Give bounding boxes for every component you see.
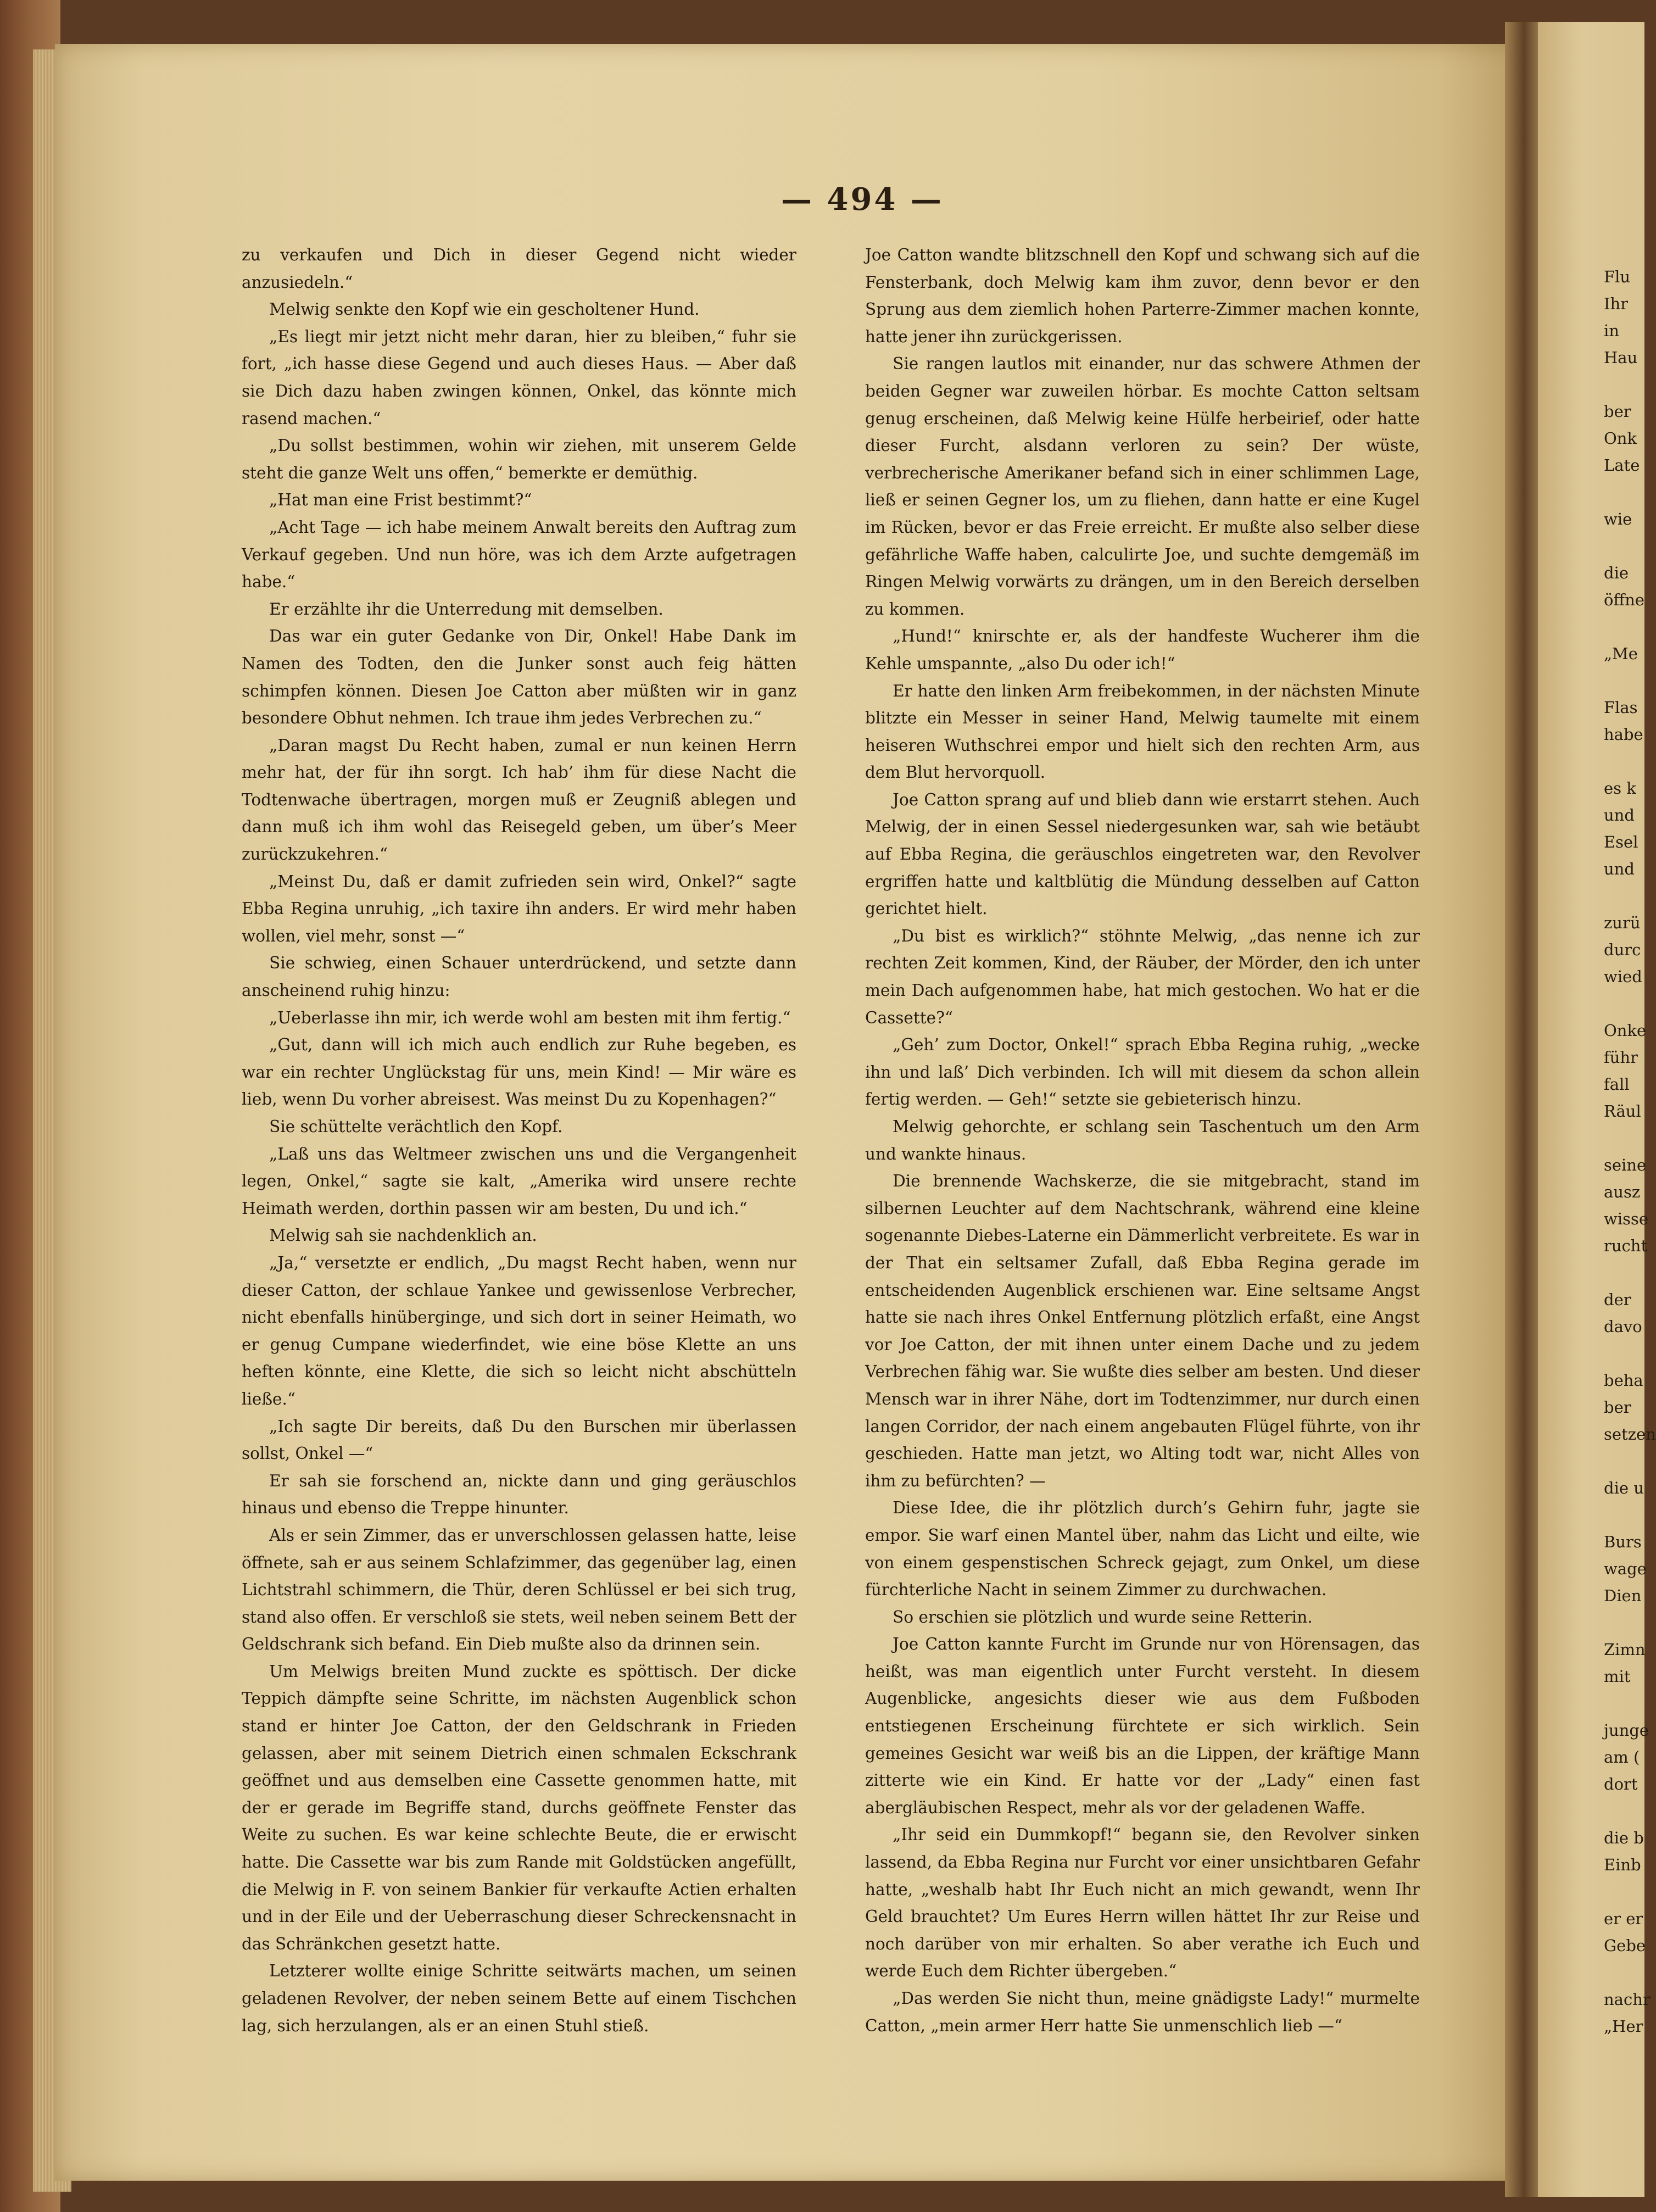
fragment-line	[1604, 1448, 1644, 1475]
paragraph: „Das werden Sie nicht thun, meine gnädigste Lady!“ murmelte Catton, „mein armer Herr hatte Sie unmenschlich lieb —“	[865, 1989, 1420, 2035]
fragment-line: der	[1604, 1290, 1631, 1309]
fragment-line: Onk	[1604, 429, 1637, 448]
paragraph: Joe Catton sprang auf und blieb dann wie erstarrt stehen. Auch Melwig, der in einen Sessel niedergesunken war, sah wie betäubt auf Ebba Regina, die geräuschlos eingetreten war, den Revolver ergriffen hatte und kaltblütig die Mündung desselben auf Catton gerichtet hielt.	[865, 790, 1420, 918]
fragment-line: junge	[1604, 1721, 1649, 1740]
fragment-line: Gebe	[1604, 1936, 1646, 1955]
paragraph: Die brennende Wachskerze, die sie mitgebracht, stand im silbernen Leuchter auf dem Nachtschrank, während eine kleine sogenannte Diebes-Laterne ein Dämmerlicht verbreitete. Es war in der That ein seltsamer Zufall, daß Ebba Regina gerade im entscheidenden Augenblick erschienen war. Eine seltsame Angst hatte sie nach ihres Onkel Entfernung plötzlich erfaßt, eine Angst vor Joe Catton, der mit ihnen unter einem Dache und zu jedem Verbrechen fähig war. Sie wußte dies selber am besten. Und dieser Mensch war in ihrer Nähe, dort im Todtenzimmer, nur durch einen langen Corridor, der nach einem angebauten Flügel führte, von ihr geschieden. Hatte man jetzt, wo Alting todt war, nicht Alles von ihm zu befürchten? —	[865, 1172, 1420, 1490]
paragraph: „Gut, dann will ich mich auch endlich zur Ruhe begeben, es war ein rechter Unglückstag für uns, mein Kind! — Mir wäre es lieb, wenn Du vorher abreisest. Was meinst Du zu Kopenhagen?“	[242, 1035, 796, 1109]
text-column-left	[242, 242, 796, 2153]
fragment-line: „Me	[1604, 644, 1638, 663]
fragment-line	[1604, 1609, 1644, 1636]
fragment-line: dort	[1604, 1775, 1638, 1793]
paragraph: zu verkaufen und Dich in dieser Gegend nicht wieder anzusiedeln.“	[242, 246, 796, 292]
fragment-line: ber	[1604, 402, 1631, 421]
fragment-line: rucht	[1604, 1236, 1648, 1255]
fragment-line	[1604, 533, 1644, 560]
paragraph: Joe Catton wandte blitzschnell den Kopf und schwang sich auf die Fensterbank, doch Melwig kam ihm zuvor, denn bevor er den Sprung aus dem ziemlich hohen Parterre-Zimmer machen konnte, hatte jener ihn zurückgerissen.	[865, 246, 1420, 346]
fragment-line: setzen	[1604, 1425, 1656, 1444]
fragment-line: Ihr	[1604, 294, 1628, 313]
paragraph: „Du bist es wirklich?“ stöhnte Melwig, „das nenne ich zur rechten Zeit kommen, Kind, der Räuber, der Mörder, den ich unter mein Dach aufgenommen habe, hat mich gestochen. Wo hat er die Cassette?“	[865, 926, 1420, 1027]
fragment-line: nachr	[1604, 1990, 1651, 2009]
fragment-line	[1604, 1502, 1644, 1529]
fragment-line	[1604, 883, 1644, 910]
fragment-line: Einb	[1604, 1856, 1641, 1874]
paragraph: Als er sein Zimmer, das er unverschlossen gelassen hatte, leise öffnete, sah er aus seinem Schlafzimmer, das gegenüber lag, einen Lichtstrahl schimmern, die Thür, deren Schlüssel er bei sich trug, stand also offen. Er verschloß sie stets, weil neben seinem Bett der Geldschrank sich befand. Ein Dieb mußte also da drinnen sein.	[242, 1525, 796, 1654]
paragraph: Sie schüttelte verächtlich den Kopf.	[269, 1117, 563, 1136]
paragraph: Sie schwieg, einen Schauer unterdrückend, und setzte dann anscheinend ruhig hinzu:	[242, 954, 796, 1000]
page-number: — 494 —	[781, 181, 944, 218]
fragment-line: seine	[1604, 1156, 1647, 1174]
paragraph: Sie rangen lautlos mit einander, nur das schwere Athmen der beiden Gegner war zuweilen hörbar. Es mochte Catton seltsam genug erscheinen, daß Melwig keine Hülfe herbeirief, oder hatte dieser Furcht, alsdann verloren zu sein? Der wüste, verbrecherische Amerikaner befand sich in einer schlimmen Lage, ließ er seinen Gegner los, um zu fliehen, dann hatte er eine Kugel im Rücken, bevor er das Freie erreicht. Er mußte also selber diese gefährliche Waffe haben, calculirte Joe, und suchte demgemäß im Ringen Melwig vorwärts zu drängen, um in den Bereich derselben zu kommen.	[865, 354, 1420, 619]
fragment-line: am (	[1604, 1748, 1640, 1767]
fragment-line: ausz	[1604, 1183, 1641, 1201]
paragraph: Um Melwigs breiten Mund zuckte es spöttisch. Der dicke Teppich dämpfte seine Schritte, im nächsten Augenblick schon stand er hinter Joe Catton, der den Geldschrank in Frieden gelassen, aber mit seinem Dietrich einen schmalen Eckschrank geöffnet und aus demselben eine Cassette genommen hatte, mit der er gerade im Begriffe stand, durchs geöffnete Fenster das Weite zu suchen. Es war keine schlechte Beute, die er erwischt hatte. Die Cassette war bis zum Rande mit Goldstücken angefüllt, die Melwig in F. von seinem Bankier für verkaufte Actien erhalten und in der Eile und der Ueberraschung dieser Schreckensnacht in das Schränkchen gesetzt hatte.	[242, 1662, 796, 1953]
fragment-line	[1604, 1340, 1644, 1367]
fragment-line	[1604, 748, 1644, 775]
paragraph: „Es liegt mir jetzt nicht mehr daran, hier zu bleiben,“ fuhr sie fort, „ich hasse diese Gegend und auch dieses Haus. — Aber daß sie Dich dazu haben zwingen können, Onkel, das könnte mich rasend machen.“	[242, 327, 796, 428]
paragraph: So erschien sie plötzlich und wurde seine Retterin.	[893, 1607, 1313, 1626]
paragraph: Melwig sah sie nachdenklich an.	[269, 1226, 537, 1245]
paragraph: „Ihr seid ein Dummkopf!“ begann sie, den Revolver sinken lassend, da Ebba Regina nur Furcht vor einer unsichtbaren Gefahr hatte, „weshalb habt Ihr Euch nicht an mich gewandt, wenn Ihr Geld brauchtet? Um Eures Herrn willen hättet Ihr zur Reise und noch darüber von mir erhalten. So aber verathe ich Euch und werde Euch dem Richter übergeben.“	[865, 1825, 1420, 1981]
fragment-line: Zimn	[1604, 1640, 1646, 1659]
fragment-line	[1604, 1879, 1644, 1905]
paragraph: „Ja,“ versetzte er endlich, „Du magst Recht haben, wenn nur dieser Catton, der schlaue Yankee und gewissenlose Verbrecher, nicht ebenfalls hinüberginge, und sich dort in seiner Heimath, wo er genug Cumpane wiederfindet, wie eine böse Klette an uns heften könnte, eine Klette, die sich so leicht nicht abschütteln ließe.“	[242, 1253, 796, 1408]
paragraph: „Hund!“ knirschte er, als der handfeste Wucherer ihm die Kehle umspannte, „also Du oder ich!“	[865, 627, 1420, 673]
fragment-line: habe	[1604, 725, 1643, 744]
paragraph: Melwig gehorchte, er schlang sein Taschentuch um den Arm und wankte hinaus.	[865, 1117, 1420, 1163]
fragment-line: die b	[1604, 1829, 1644, 1847]
fragment-line: die u	[1604, 1479, 1644, 1497]
fragment-line: Late	[1604, 456, 1640, 475]
fragment-line: es k	[1604, 779, 1636, 798]
fragment-line: öffne	[1604, 590, 1644, 609]
paragraph: Letzterer wollte einige Schritte seitwärts machen, um seinen geladenen Revolver, der neben seinem Bette auf einem Tischchen lag, sich herzulangen, als er an einen Stuhl stieß.	[242, 1962, 796, 2035]
fragment-line	[1604, 1690, 1644, 1717]
paragraph: Er erzählte ihr die Unterredung mit demselben.	[269, 599, 663, 619]
paragraph: Melwig senkte den Kopf wie ein gescholtener Hund.	[269, 300, 700, 319]
paragraph: „Acht Tage — ich habe meinem Anwalt bereits den Auftrag zum Verkauf gegeben. Und nun höre, was ich dem Arzte aufgetragen habe.“	[242, 517, 796, 592]
fragment-line: beha	[1604, 1371, 1643, 1390]
fragment-line: in	[1604, 321, 1619, 340]
fragment-line	[1604, 1959, 1644, 1986]
paragraph: „Daran magst Du Recht haben, zumal er nun keinen Herrn mehr hat, der für ihn sorgt. Ich hab’ ihm für diese Nacht die Todtenwache übertragen, morgen muß er Zeugniß ablegen und dann muß ich ihm wohl das Reisegeld geben, um über’s Meer zurückzukehren.“	[242, 736, 796, 864]
fragment-line: durc	[1604, 940, 1641, 959]
fragment-line: er er	[1604, 1909, 1643, 1928]
fragment-line	[1604, 1260, 1644, 1286]
fragment-line: Flu	[1604, 268, 1631, 286]
paragraph: „Geh’ zum Doctor, Onkel!“ sprach Ebba Regina ruhig, „wecke ihn und laß’ Dich verbinden. Ich will mit diesem da schon allein fertig werden. — Geh!“ setzte sie gebieterisch hinzu.	[865, 1035, 1420, 1109]
fragment-line	[1604, 371, 1644, 398]
paragraph: Er hatte den linken Arm freibekommen, in der nächsten Minute blitzte ein Messer in seiner Hand, Melwig taumelte mit einem heiseren Wuthschrei empor und hielt sich den rechten Arm, aus dem Blut hervorquoll.	[865, 681, 1420, 782]
fragment-line: Hau	[1604, 348, 1638, 367]
paragraph: Das war ein guter Gedanke von Dir, Onkel! Habe Dank im Namen des Todten, den die Junker sonst auch feig hätten schimpfen können. Diesen Joe Catton aber müßten wir in ganz besondere Obhut nehmen. Ich traue ihm jedes Verbrechen zu.“	[242, 627, 796, 728]
fragment-line: Burs	[1604, 1533, 1642, 1551]
fragment-line: Esel	[1604, 833, 1638, 851]
paragraph: Joe Catton kannte Furcht im Grunde nur von Hörensagen, das heißt, was man eigentlich unter Furcht versteht. In diesem Augenblicke, angesichts dieser wie aus dem Fußboden entstiegenen Erscheinung fürchtete er sich wirklich. Sein gemeines Gesicht war weiß bis an die Lippen, der kräftige Mann zitterte wie ein Kind. Er hatte vor der „Lady“ einen fast abergläubischen Respect, mehr als vor der geladenen Waffe.	[865, 1635, 1420, 1817]
fragment-line: mit	[1604, 1667, 1631, 1686]
paragraph: „Du sollst bestimmen, wohin wir ziehen, mit unserem Gelde steht die ganze Welt uns offen,“ bemerkte er demüthig.	[242, 436, 796, 482]
fragment-line	[1604, 990, 1644, 1017]
paragraph: Diese Idee, die ihr plötzlich durch’s Gehirn fuhr, jagte sie empor. Sie warf einen Mantel über, nahm das Licht und eilte, wie von einem gespenstischen Schreck gejagt, zum Onkel, um diese fürchterliche Nacht in seinem Zimmer zu durchwachen.	[865, 1498, 1420, 1600]
fragment-line	[1604, 667, 1644, 694]
paragraph: „Laß uns das Weltmeer zwischen uns und die Vergangenheit legen, Onkel,“ sagte sie kalt, „Amerika wird unsere rechte Heimath werden, dorthin passen wir am besten, Du und ich.“	[242, 1144, 796, 1218]
fragment-line: Onke	[1604, 1021, 1647, 1040]
fragment-line: wisse	[1604, 1210, 1649, 1228]
fragment-line: davo	[1604, 1317, 1642, 1336]
fragment-line	[1604, 614, 1644, 640]
fragment-line: wied	[1604, 967, 1642, 986]
paragraph: „Hat man eine Frist bestimmt?“	[269, 491, 532, 510]
fragment-line: zurü	[1604, 913, 1641, 932]
paragraph: Er sah sie forschend an, nickte dann und ging geräuschlos hinaus und ebenso die Treppe hinunter.	[242, 1471, 796, 1518]
fragment-line: Flas	[1604, 698, 1638, 717]
fragment-line	[1604, 1125, 1644, 1152]
fragment-line: Dien	[1604, 1586, 1642, 1605]
fragment-line: wie	[1604, 510, 1632, 528]
text-column-right	[865, 242, 1420, 2153]
fragment-line: und	[1604, 806, 1635, 824]
fragment-line	[1604, 479, 1644, 506]
fragment-line	[1604, 1798, 1644, 1825]
facing-page-text-fragments	[1604, 264, 1656, 2175]
fragment-line: und	[1604, 860, 1635, 878]
fragment-line: fall	[1604, 1075, 1630, 1094]
paragraph: „Ueberlasse ihn mir, ich werde wohl am besten mit ihm fertig.“	[269, 1008, 791, 1027]
paragraph: „Ich sagte Dir bereits, daß Du den Burschen mir überlassen sollst, Onkel —“	[242, 1417, 796, 1463]
fragment-line: Räul	[1604, 1102, 1641, 1121]
fragment-line: führ	[1604, 1048, 1638, 1067]
fragment-line: „Her	[1604, 2017, 1643, 2036]
fragment-line: die	[1604, 564, 1629, 582]
fragment-line: wage	[1604, 1559, 1647, 1578]
fragment-line: ber	[1604, 1398, 1631, 1417]
paragraph: „Meinst Du, daß er damit zufrieden sein wird, Onkel?“ sagte Ebba Regina unruhig, „ich taxire ihn anders. Er wird mehr haben wollen, viel mehr, sonst —“	[242, 872, 796, 945]
